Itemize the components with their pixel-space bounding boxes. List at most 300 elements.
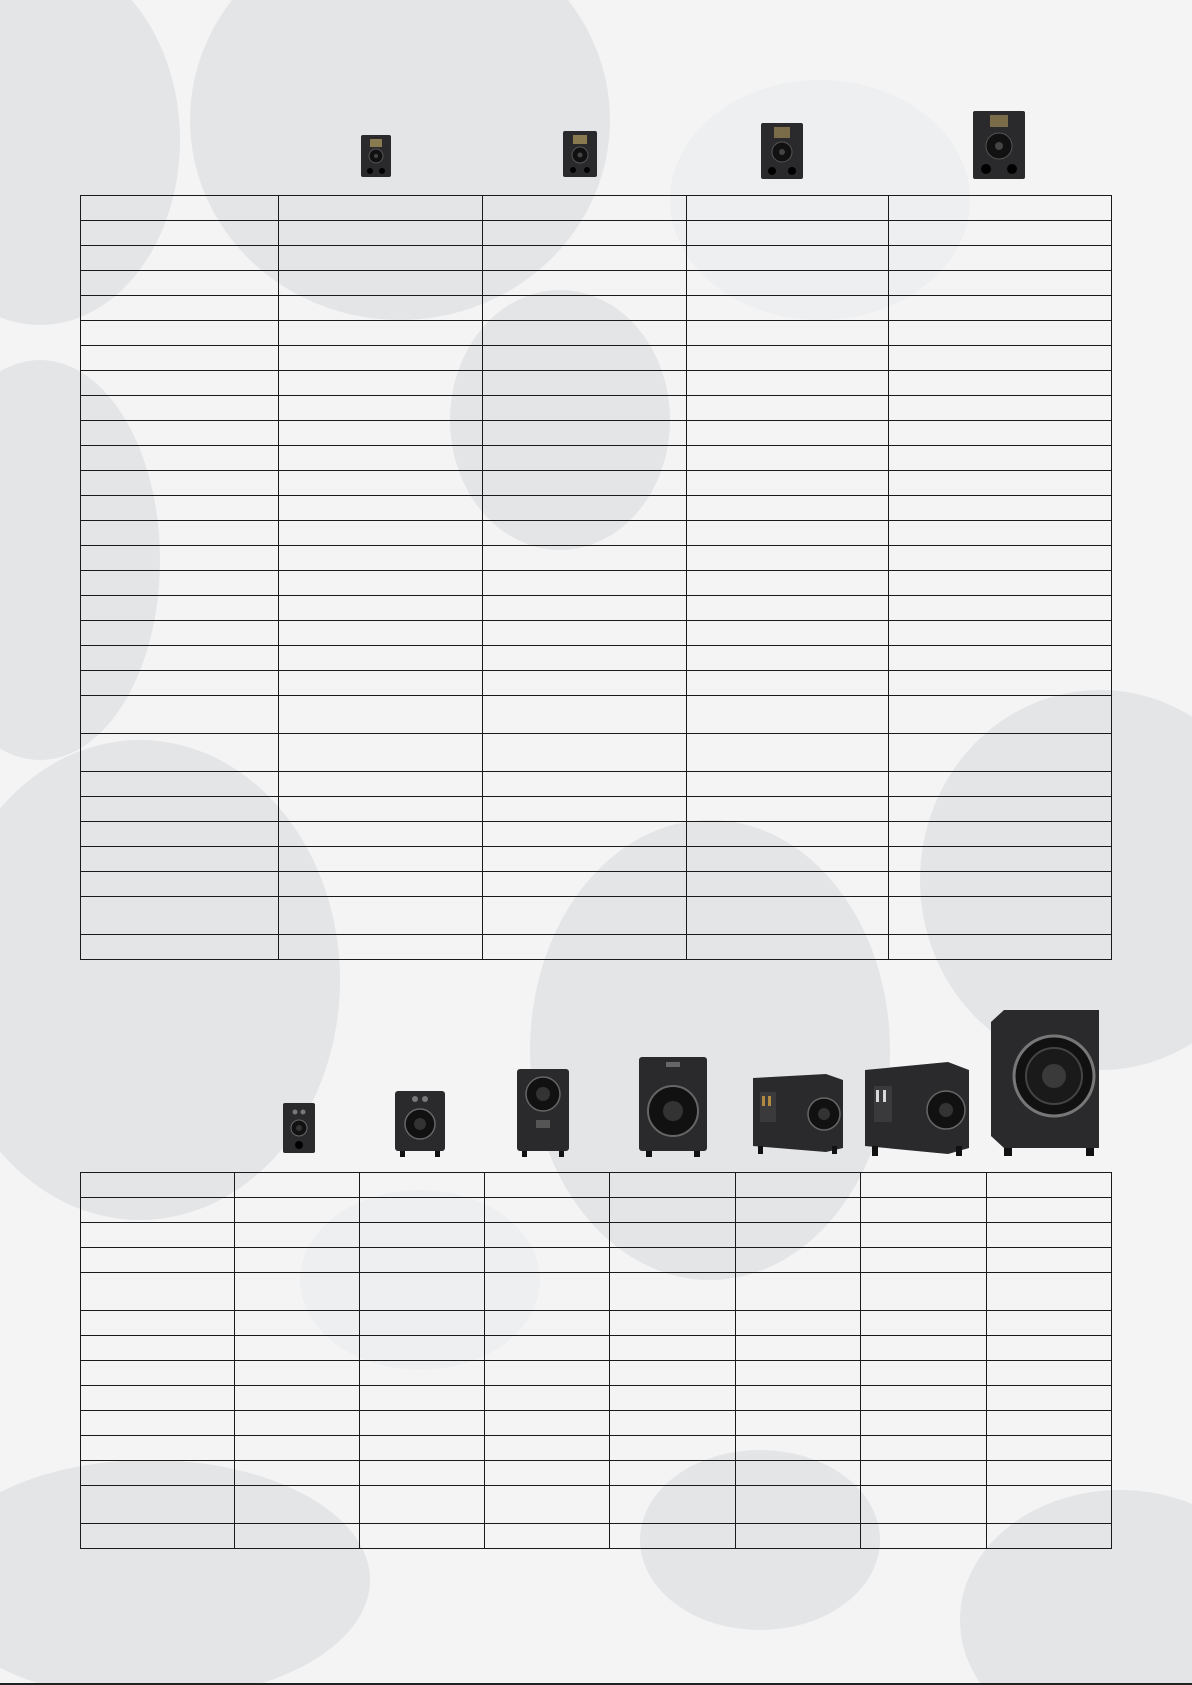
row-label-cell — [81, 571, 279, 596]
spec-cell — [889, 797, 1112, 822]
spec-cell — [687, 496, 889, 521]
spec-cell — [279, 935, 483, 960]
table-row — [81, 396, 1112, 421]
row-label-cell — [81, 797, 279, 822]
table-row — [81, 872, 1112, 897]
spec-cell — [687, 296, 889, 321]
spec-cell — [360, 1486, 485, 1524]
row-label-cell — [81, 246, 279, 271]
table-row — [81, 671, 1112, 696]
row-label-cell — [81, 621, 279, 646]
spec-cell — [279, 521, 483, 546]
spec-cell — [279, 822, 483, 847]
spec-cell — [889, 496, 1112, 521]
studio-monitor-icon — [972, 110, 1026, 180]
spec-cell — [483, 196, 687, 221]
spec-cell — [861, 1336, 987, 1361]
spec-cell — [485, 1173, 610, 1198]
spec-cell — [987, 1198, 1112, 1223]
spec-cell — [987, 1223, 1112, 1248]
spec-cell — [610, 1273, 736, 1311]
spec-cell — [987, 1248, 1112, 1273]
table-row — [81, 496, 1112, 521]
row-label-cell — [81, 396, 279, 421]
spec-cell — [861, 1248, 987, 1273]
row-label-cell — [81, 1336, 235, 1361]
spec-cell — [736, 1248, 861, 1273]
spec-cell — [889, 321, 1112, 346]
spec-cell — [610, 1198, 736, 1223]
row-label-cell — [81, 221, 279, 246]
table-row — [81, 421, 1112, 446]
spec-cell — [279, 471, 483, 496]
spec-cell — [483, 571, 687, 596]
spec-cell — [485, 1311, 610, 1336]
spec-cell — [235, 1248, 360, 1273]
spec-cell — [235, 1436, 360, 1461]
spec-cell — [485, 1436, 610, 1461]
spec-cell — [987, 1386, 1112, 1411]
spec-cell — [483, 546, 687, 571]
spec-cell — [235, 1461, 360, 1486]
row-label-cell — [81, 296, 279, 321]
spec-cell — [235, 1386, 360, 1411]
row-label-cell — [81, 596, 279, 621]
spec-cell — [235, 1173, 360, 1198]
spec-cell — [736, 1411, 861, 1436]
spec-cell — [687, 847, 889, 872]
spec-cell — [987, 1411, 1112, 1436]
spec-cell — [279, 296, 483, 321]
spec-cell — [279, 221, 483, 246]
spec-cell — [360, 1198, 485, 1223]
table-row — [81, 1436, 1112, 1461]
spec-cell — [360, 1223, 485, 1248]
table-row — [81, 196, 1112, 221]
spec-cell — [861, 1198, 987, 1223]
spec-cell — [687, 734, 889, 772]
spec-cell — [279, 696, 483, 734]
spec-cell — [483, 696, 687, 734]
spec-cell — [483, 446, 687, 471]
table-row — [81, 646, 1112, 671]
spec-cell — [687, 822, 889, 847]
subwoofer-icon — [752, 1070, 844, 1156]
spec-cell — [889, 772, 1112, 797]
table-row — [81, 696, 1112, 734]
spec-cell — [687, 321, 889, 346]
spec-cell — [279, 271, 483, 296]
spec-cell — [861, 1386, 987, 1411]
table-row — [81, 1248, 1112, 1273]
spec-cell — [861, 1524, 987, 1549]
spec-cell — [483, 621, 687, 646]
spec-cell — [987, 1486, 1112, 1524]
spec-cell — [889, 671, 1112, 696]
spec-cell — [861, 1173, 987, 1198]
spec-cell — [736, 1223, 861, 1248]
spec-cell — [736, 1273, 861, 1311]
row-label-cell — [81, 446, 279, 471]
table-row — [81, 1411, 1112, 1436]
subwoofer-icon — [638, 1056, 708, 1158]
spec-cell — [483, 822, 687, 847]
spec-cell — [889, 546, 1112, 571]
spec-cell — [889, 847, 1112, 872]
row-label-cell — [81, 646, 279, 671]
spec-cell — [736, 1173, 861, 1198]
spec-cell — [610, 1436, 736, 1461]
spec-cell — [485, 1223, 610, 1248]
spec-cell — [736, 1361, 861, 1386]
spec-cell — [279, 446, 483, 471]
spec-cell — [736, 1524, 861, 1549]
spec-cell — [687, 797, 889, 822]
subwoofer-icon — [864, 1058, 970, 1158]
spec-cell — [485, 1386, 610, 1411]
row-label-cell — [81, 1461, 235, 1486]
spec-cell — [987, 1436, 1112, 1461]
spec-cell — [889, 446, 1112, 471]
spec-cell — [687, 772, 889, 797]
spec-cell — [889, 196, 1112, 221]
row-label-cell — [81, 496, 279, 521]
row-label-cell — [81, 696, 279, 734]
spec-cell — [485, 1273, 610, 1311]
table-row — [81, 571, 1112, 596]
spec-cell — [889, 596, 1112, 621]
spec-cell — [610, 1461, 736, 1486]
spec-cell — [987, 1311, 1112, 1336]
table-row — [81, 621, 1112, 646]
row-label-cell — [81, 546, 279, 571]
row-label-cell — [81, 872, 279, 897]
spec-cell — [360, 1336, 485, 1361]
row-label-cell — [81, 847, 279, 872]
spec-cell — [360, 1386, 485, 1411]
spec-cell — [279, 797, 483, 822]
table-row — [81, 1386, 1112, 1411]
spec-cell — [687, 646, 889, 671]
row-label-cell — [81, 1198, 235, 1223]
table-row — [81, 1311, 1112, 1336]
spec-cell — [360, 1524, 485, 1549]
table-row — [81, 271, 1112, 296]
spec-cell — [279, 246, 483, 271]
table-row — [81, 1336, 1112, 1361]
spec-cell — [687, 371, 889, 396]
row-label-cell — [81, 772, 279, 797]
spec-cell — [279, 646, 483, 671]
spec-cell — [987, 1336, 1112, 1361]
spec-cell — [483, 646, 687, 671]
spec-cell — [279, 346, 483, 371]
table-row — [81, 1486, 1112, 1524]
table-row — [81, 822, 1112, 847]
spec-cell — [861, 1223, 987, 1248]
row-label-cell — [81, 346, 279, 371]
spec-cell — [889, 421, 1112, 446]
studio-monitor-icon — [562, 130, 598, 178]
spec-cell — [483, 221, 687, 246]
spec-cell — [279, 571, 483, 596]
spec-cell — [736, 1198, 861, 1223]
spec-cell — [861, 1461, 987, 1486]
spec-cell — [483, 496, 687, 521]
spec-cell — [687, 521, 889, 546]
spec-cell — [987, 1361, 1112, 1386]
spec-cell — [279, 321, 483, 346]
spec-cell — [485, 1198, 610, 1223]
spec-cell — [987, 1173, 1112, 1198]
row-label-cell — [81, 271, 279, 296]
table-row — [81, 471, 1112, 496]
table-row — [81, 1273, 1112, 1311]
row-label-cell — [81, 734, 279, 772]
spec-cell — [736, 1311, 861, 1336]
spec-cell — [360, 1411, 485, 1436]
spec-cell — [279, 396, 483, 421]
spec-cell — [687, 546, 889, 571]
table-row — [81, 221, 1112, 246]
table-row — [81, 546, 1112, 571]
spec-cell — [889, 897, 1112, 935]
spec-cell — [889, 621, 1112, 646]
spec-cell — [279, 872, 483, 897]
spec-cell — [279, 734, 483, 772]
spec-cell — [687, 571, 889, 596]
spec-cell — [889, 734, 1112, 772]
subwoofer-icon — [282, 1102, 316, 1154]
spec-cell — [235, 1411, 360, 1436]
spec-cell — [235, 1223, 360, 1248]
spec-cell — [889, 822, 1112, 847]
table-row — [81, 1361, 1112, 1386]
spec-cell — [610, 1486, 736, 1524]
spec-cell — [889, 221, 1112, 246]
table-row — [81, 897, 1112, 935]
row-label-cell — [81, 1524, 235, 1549]
spec-cell — [279, 897, 483, 935]
spec-cell — [861, 1361, 987, 1386]
spec-cell — [483, 847, 687, 872]
table-row — [81, 296, 1112, 321]
spec-cell — [360, 1173, 485, 1198]
spec-cell — [483, 246, 687, 271]
spec-cell — [483, 897, 687, 935]
spec-cell — [889, 396, 1112, 421]
table-row — [81, 797, 1112, 822]
spec-cell — [485, 1361, 610, 1386]
table-row — [81, 1461, 1112, 1486]
spec-cell — [360, 1273, 485, 1311]
monitor-spec-table — [80, 195, 1112, 960]
spec-cell — [483, 521, 687, 546]
table-row — [81, 1198, 1112, 1223]
spec-cell — [235, 1336, 360, 1361]
spec-cell — [485, 1336, 610, 1361]
spec-cell — [483, 596, 687, 621]
spec-cell — [485, 1461, 610, 1486]
spec-cell — [687, 935, 889, 960]
row-label-cell — [81, 521, 279, 546]
spec-cell — [610, 1311, 736, 1336]
spec-cell — [279, 371, 483, 396]
spec-cell — [687, 471, 889, 496]
row-label-cell — [81, 1486, 235, 1524]
table-row — [81, 246, 1112, 271]
table-row — [81, 1524, 1112, 1549]
table-row — [81, 596, 1112, 621]
spec-cell — [360, 1248, 485, 1273]
spec-cell — [483, 797, 687, 822]
spec-cell — [687, 621, 889, 646]
spec-cell — [485, 1486, 610, 1524]
spec-cell — [235, 1524, 360, 1549]
spec-cell — [861, 1311, 987, 1336]
spec-cell — [279, 772, 483, 797]
row-label-cell — [81, 371, 279, 396]
spec-cell — [736, 1386, 861, 1411]
spec-cell — [861, 1436, 987, 1461]
spec-cell — [483, 396, 687, 421]
spec-cell — [861, 1411, 987, 1436]
spec-cell — [483, 671, 687, 696]
spec-cell — [889, 246, 1112, 271]
spec-cell — [235, 1486, 360, 1524]
row-label-cell — [81, 1361, 235, 1386]
spec-cell — [279, 596, 483, 621]
spec-cell — [889, 646, 1112, 671]
spec-cell — [889, 271, 1112, 296]
spec-cell — [889, 935, 1112, 960]
table-row — [81, 847, 1112, 872]
row-label-cell — [81, 1411, 235, 1436]
spec-cell — [889, 371, 1112, 396]
spec-cell — [235, 1311, 360, 1336]
spec-cell — [279, 546, 483, 571]
spec-cell — [279, 671, 483, 696]
row-label-cell — [81, 671, 279, 696]
row-label-cell — [81, 1248, 235, 1273]
spec-cell — [687, 271, 889, 296]
spec-cell — [889, 346, 1112, 371]
spec-cell — [736, 1461, 861, 1486]
spec-cell — [483, 421, 687, 446]
spec-cell — [610, 1386, 736, 1411]
spec-cell — [687, 696, 889, 734]
spec-cell — [889, 571, 1112, 596]
spec-cell — [485, 1524, 610, 1549]
row-label-cell — [81, 822, 279, 847]
spec-cell — [483, 371, 687, 396]
spec-cell — [360, 1461, 485, 1486]
spec-cell — [736, 1336, 861, 1361]
table-row — [81, 734, 1112, 772]
spec-cell — [279, 621, 483, 646]
spec-cell — [360, 1311, 485, 1336]
subwoofer-spec-table — [80, 1172, 1112, 1549]
subwoofer-icon — [516, 1068, 570, 1158]
table-row — [81, 935, 1112, 960]
spec-cell — [610, 1223, 736, 1248]
spec-cell — [687, 872, 889, 897]
spec-cell — [687, 897, 889, 935]
spec-cell — [483, 346, 687, 371]
row-label-cell — [81, 1223, 235, 1248]
row-label-cell — [81, 1173, 235, 1198]
spec-cell — [610, 1336, 736, 1361]
table-row — [81, 1173, 1112, 1198]
spec-cell — [987, 1524, 1112, 1549]
spec-cell — [610, 1524, 736, 1549]
studio-monitor-icon — [760, 122, 804, 180]
row-label-cell — [81, 935, 279, 960]
spec-cell — [687, 421, 889, 446]
studio-monitor-icon — [360, 134, 392, 178]
row-label-cell — [81, 471, 279, 496]
table-row — [81, 446, 1112, 471]
row-label-cell — [81, 1386, 235, 1411]
spec-cell — [483, 271, 687, 296]
spec-cell — [889, 296, 1112, 321]
spec-cell — [485, 1248, 610, 1273]
spec-cell — [889, 471, 1112, 496]
spec-cell — [861, 1273, 987, 1311]
spec-cell — [279, 421, 483, 446]
spec-cell — [279, 847, 483, 872]
table-row — [81, 321, 1112, 346]
spec-cell — [360, 1361, 485, 1386]
spec-cell — [987, 1461, 1112, 1486]
spec-cell — [610, 1173, 736, 1198]
spec-cell — [483, 935, 687, 960]
spec-cell — [483, 734, 687, 772]
spec-cell — [235, 1198, 360, 1223]
spec-cell — [687, 446, 889, 471]
spec-cell — [483, 872, 687, 897]
spec-cell — [483, 321, 687, 346]
spec-cell — [687, 596, 889, 621]
spec-cell — [279, 196, 483, 221]
spec-cell — [687, 196, 889, 221]
spec-cell — [483, 772, 687, 797]
spec-cell — [889, 521, 1112, 546]
spec-cell — [483, 296, 687, 321]
spec-cell — [687, 396, 889, 421]
spec-cell — [279, 496, 483, 521]
spec-cell — [687, 671, 889, 696]
spec-cell — [687, 221, 889, 246]
spec-cell — [235, 1273, 360, 1311]
spec-cell — [360, 1436, 485, 1461]
row-label-cell — [81, 196, 279, 221]
subwoofer-icon — [394, 1090, 446, 1158]
spec-cell — [485, 1411, 610, 1436]
table-row — [81, 346, 1112, 371]
table-row — [81, 521, 1112, 546]
row-label-cell — [81, 1436, 235, 1461]
spec-cell — [610, 1248, 736, 1273]
spec-cell — [736, 1436, 861, 1461]
row-label-cell — [81, 1311, 235, 1336]
spec-cell — [610, 1411, 736, 1436]
spec-cell — [687, 246, 889, 271]
row-label-cell — [81, 1273, 235, 1311]
row-label-cell — [81, 897, 279, 935]
subwoofer-icon — [990, 1008, 1100, 1158]
table-row — [81, 1223, 1112, 1248]
